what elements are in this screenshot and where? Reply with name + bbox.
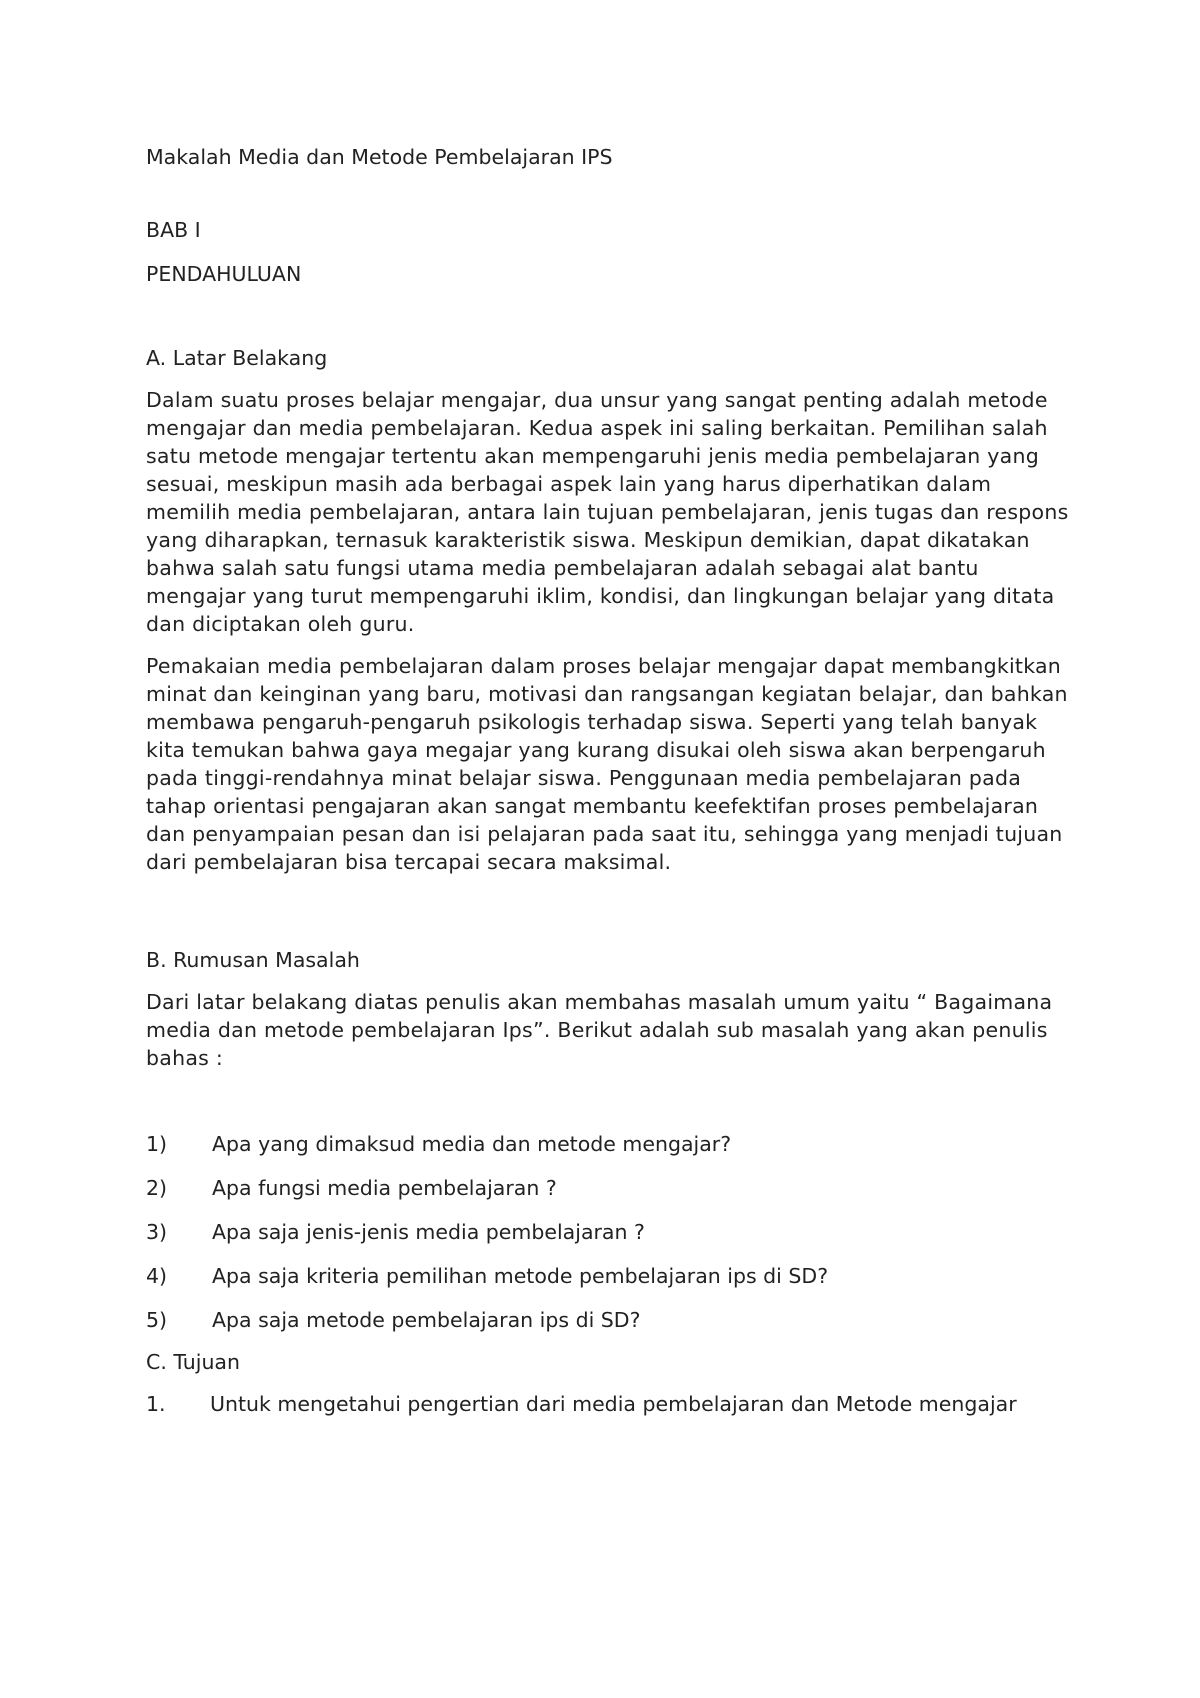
list-item-number: 5) [146, 1308, 168, 1332]
tujuan-item-text: Untuk mengetahui pengertian dari media pembelajaran dan Metode mengajar [210, 1392, 1017, 1416]
list-item-text: Apa saja kriteria pemilihan metode pembelajaran ips di SD? [212, 1264, 829, 1288]
list-item-number: 3) [146, 1220, 168, 1244]
list-item [146, 1130, 1076, 1158]
chapter-title: PENDAHULUAN [146, 262, 302, 286]
list-item-number: 1) [146, 1132, 168, 1156]
list-item-text: Apa fungsi media pembelajaran ? [212, 1176, 557, 1200]
section-a-paragraph-1: Dalam suatu proses belajar mengajar, dua unsur yang sangat penting adalah metode mengajar dan media pembelajaran. Kedua aspek ini saling berkaitan. Pemilihan salah satu metode mengajar tertentu akan mempengaruhi jenis media pembelajaran yang sesuai, meskipun masih ada berbagai aspek lain yang harus diperhatikan dalam memilih media pembelajaran, antara lain tujuan pembelajaran, jenis tugas dan respons yang diharapkan, ternasuk karakteristik siswa. Meskipun demikian, dapat dikatakan bahwa salah satu fungsi utama media pembelajaran adalah sebagai alat bantu mengajar yang turut mempengaruhi iklim, kondisi, dan lingkungan belajar yang ditata dan diciptakan oleh guru. [146, 388, 1069, 636]
list-item [146, 1174, 1076, 1202]
question-list [146, 1130, 1076, 1334]
section-a-heading: A. Latar Belakang [146, 346, 328, 370]
list-item-text: Apa saja metode pembelajaran ips di SD? [212, 1308, 641, 1332]
list-item [146, 1306, 1076, 1334]
section-b-paragraph: Dari latar belakang diatas penulis akan membahas masalah umum yaitu “ Bagaimana media dan metode pembelajaran Ips”. Berikut adalah sub masalah yang akan penulis bahas : [146, 990, 1053, 1070]
list-item-number: 2) [146, 1176, 168, 1200]
tujuan-item [146, 1390, 1076, 1418]
tujuan-item-number: 1. [146, 1392, 166, 1416]
list-item [146, 1262, 1076, 1290]
section-b-heading: B. Rumusan Masalah [146, 948, 360, 972]
chapter-label: BAB I [146, 218, 201, 242]
section-a-paragraph-2: Pemakaian media pembelajaran dalam proses belajar mengajar dapat membangkitkan minat dan keinginan yang baru, motivasi dan rangsangan kegiatan belajar, dan bahkan membawa pengaruh-pengaruh psikologis terhadap siswa. Seperti yang telah banyak kita temukan bahwa gaya megajar yang kurang disukai oleh siswa akan berpengaruh pada tinggi-rendahnya minat belajar siswa. Penggunaan media pembelajaran pada tahap orientasi pengajaran akan sangat membantu keefektifan proses pembelajaran dan penyampaian pesan dan isi pelajaran pada saat itu, sehingga yang menjadi tujuan dari pembelajaran bisa tercapai secara maksimal. [146, 654, 1068, 874]
list-item-text: Apa saja jenis-jenis media pembelajaran ? [212, 1220, 645, 1244]
list-item [146, 1218, 1076, 1246]
list-item-number: 4) [146, 1264, 168, 1288]
list-item-text: Apa yang dimaksud media dan metode mengajar? [212, 1132, 732, 1156]
document-page [146, 143, 1076, 1418]
document-title: Makalah Media dan Metode Pembelajaran IPS [146, 145, 613, 169]
section-c-heading: C. Tujuan [146, 1350, 240, 1374]
